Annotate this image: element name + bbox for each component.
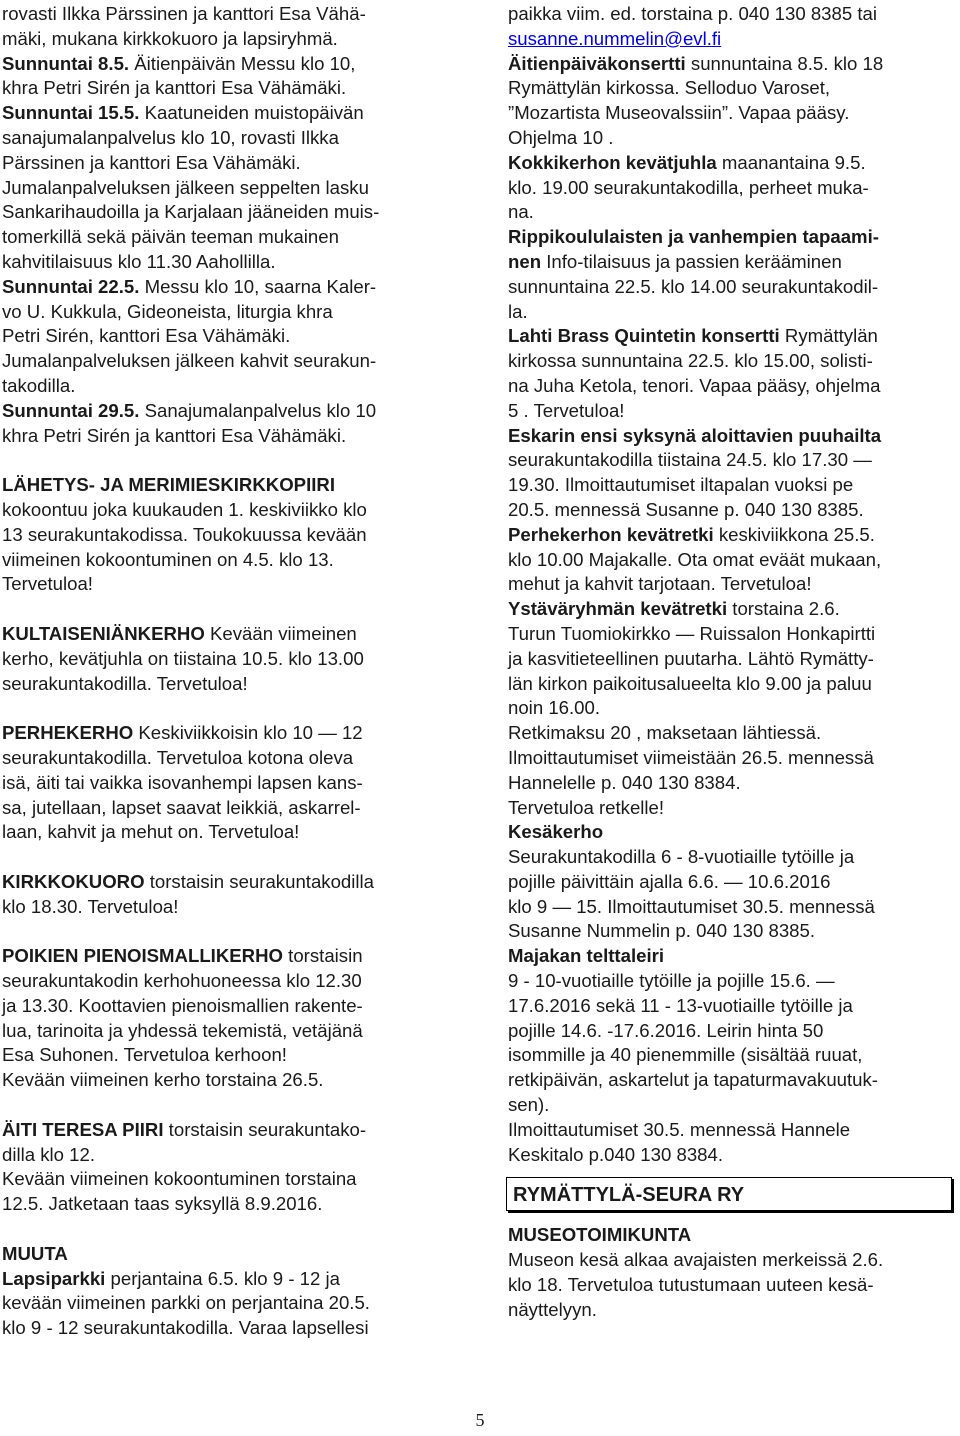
text-run: Seurakuntakodilla 6 - 8-vuotiaille tytöille ja xyxy=(508,846,855,868)
text-line xyxy=(2,969,442,994)
text-run: seurakuntakodilla tiistaina 24.5. klo 17.30 — xyxy=(508,449,872,471)
text-run: isommille ja 40 pienemmille (sisältää ruuat, xyxy=(508,1044,863,1066)
text-line xyxy=(508,448,953,473)
text-run: sunnuntaina 22.5. klo 14.00 seurakuntakodil- xyxy=(508,275,879,297)
text-line xyxy=(508,126,953,151)
text-run: pojille 14.6. -17.6.2016. Leirin hinta 50 xyxy=(508,1019,824,1041)
bold-text: Sunnuntai 29.5. xyxy=(2,399,140,421)
text-line xyxy=(508,647,953,672)
text-block xyxy=(508,1223,953,1322)
text-line xyxy=(508,349,953,374)
text-line xyxy=(508,796,953,821)
text-run: Kevään viimeinen kokoontuminen torstaina xyxy=(2,1168,357,1190)
text-run: Kaatuneiden muistopäivän xyxy=(139,102,364,124)
text-run: keskiviikkona 25.5. xyxy=(713,523,875,545)
section-heading-box: RYMÄTTYLÄ-SEURA RY xyxy=(506,1177,952,1211)
text-line xyxy=(2,1143,442,1168)
text-line xyxy=(2,1043,442,1068)
text-run: torstaisin seurakuntako- xyxy=(163,1118,367,1140)
text-run: vo U. Kukkula, Gideoneista, liturgia khra xyxy=(2,300,333,322)
text-run: sen). xyxy=(508,1094,550,1116)
text-line xyxy=(2,225,442,250)
bold-text: Sunnuntai 8.5. xyxy=(2,52,130,74)
paragraph-gap xyxy=(2,1217,442,1242)
paragraph-gap xyxy=(2,597,442,622)
text-run: mäki, mukana kirkkokuoro ja lapsiryhmä. xyxy=(2,27,338,49)
text-run: seurakuntakodilla. Tervetuloa! xyxy=(2,672,248,694)
text-run: Petri Sirén, kanttori Esa Vähämäki. xyxy=(2,325,291,347)
text-line xyxy=(2,572,442,597)
text-line xyxy=(508,622,953,647)
text-run: Info-tilaisuus ja passien kerääminen xyxy=(541,250,842,272)
text-run: la. xyxy=(508,300,528,322)
text-block xyxy=(508,2,953,1167)
text-run: maanantaina 9.5. xyxy=(716,151,866,173)
text-line xyxy=(2,27,442,52)
text-run: klo 9 - 12 seurakuntakodilla. Varaa lapsellesi xyxy=(2,1317,369,1339)
page-number: 5 xyxy=(475,1410,485,1430)
text-run: sanajumalanpalvelus klo 10, rovasti Ilkka xyxy=(2,126,339,148)
text-line xyxy=(2,1192,442,1217)
text-run: kahvitilaisuus klo 11.30 Aahollilla. xyxy=(2,250,276,272)
text-block xyxy=(2,1242,442,1341)
text-run: Hannelelle p. 040 130 8384. xyxy=(508,771,741,793)
text-line xyxy=(508,1043,953,1068)
bold-text: Rippikoululaisten ja vanhempien tapaami- xyxy=(508,226,879,248)
text-line xyxy=(508,151,953,176)
text-run: Rymättylän kirkossa. Selloduo Varoset, xyxy=(508,77,831,99)
text-run: laan, kahvit ja mehut on. Tervetuloa! xyxy=(2,821,300,843)
bold-text: Lapsiparkki xyxy=(2,1267,106,1289)
text-line xyxy=(508,324,953,349)
text-line xyxy=(508,399,953,424)
text-run: Rymättylän xyxy=(779,325,878,347)
text-run: 20.5. mennessä Susanne p. 040 130 8385. xyxy=(508,498,864,520)
text-line xyxy=(2,796,442,821)
text-run: Jumalanpalveluksen jälkeen kahvit seurakun- xyxy=(2,350,377,372)
text-line xyxy=(508,76,953,101)
text-line xyxy=(508,672,953,697)
text-block xyxy=(2,622,442,696)
text-line xyxy=(2,672,442,697)
bold-text: POIKIEN PIENOISMALLIKERHO xyxy=(2,945,283,967)
text-line xyxy=(2,771,442,796)
bold-text: Sunnuntai 15.5. xyxy=(2,102,140,124)
text-line xyxy=(2,101,442,126)
text-line xyxy=(2,1242,442,1267)
text-run: Kevään viimeinen kerho torstaina 26.5. xyxy=(2,1069,324,1091)
text-run: klo. 19.00 seurakuntakodilla, perheet muka- xyxy=(508,176,869,198)
text-line xyxy=(2,1167,442,1192)
text-run: Keskitalo p.040 130 8384. xyxy=(508,1143,724,1165)
text-run: khra Petri Sirén ja kanttori Esa Vähämäki. xyxy=(2,424,347,446)
text-line xyxy=(508,696,953,721)
text-line xyxy=(508,52,953,77)
bold-text: Perhekerhon kevätretki xyxy=(508,523,714,545)
text-line xyxy=(2,300,442,325)
text-run: takodilla. xyxy=(2,374,76,396)
text-line xyxy=(2,1316,442,1341)
text-line xyxy=(508,1273,953,1298)
text-run: sunnuntaina 8.5. klo 18 xyxy=(685,52,884,74)
text-run: mehut ja kahvit tarjotaan. Tervetuloa! xyxy=(508,573,812,595)
bold-text: Lahti Brass Quintetin konsertti xyxy=(508,325,780,347)
text-block xyxy=(2,721,442,845)
text-run: Äitienpäivän Messu klo 10, xyxy=(129,52,356,74)
text-line xyxy=(508,895,953,920)
text-run: Tervetuloa! xyxy=(2,573,93,595)
text-line xyxy=(2,1291,442,1316)
text-line xyxy=(508,300,953,325)
bold-text: MUSEOTOIMIKUNTA xyxy=(508,1224,692,1246)
left-column xyxy=(2,2,442,1341)
text-block xyxy=(2,473,442,597)
paragraph-gap xyxy=(2,919,442,944)
bold-text: Kesäkerho xyxy=(508,821,604,843)
text-line xyxy=(508,101,953,126)
paragraph-gap xyxy=(2,696,442,721)
text-run: kerho, kevätjuhla on tiistaina 10.5. klo 13.00 xyxy=(2,647,364,669)
text-run: klo 9 — 15. Ilmoittautumiset 30.5. mennessä xyxy=(508,895,875,917)
text-run: 13 seurakuntakodissa. Toukokuussa kevään xyxy=(2,523,367,545)
text-line xyxy=(2,1118,442,1143)
text-line xyxy=(508,498,953,523)
text-run: ”Mozartista Museovalssiin”. Vapaa pääsy. xyxy=(508,102,850,124)
text-line xyxy=(508,771,953,796)
text-line xyxy=(508,27,953,52)
text-run: Pärssinen ja kanttori Esa Vähämäki. xyxy=(2,151,301,173)
text-run: tomerkillä sekä päivän teeman mukainen xyxy=(2,226,339,248)
text-line xyxy=(508,969,953,994)
text-line xyxy=(2,820,442,845)
text-line xyxy=(508,1118,953,1143)
text-line xyxy=(2,324,442,349)
text-run: Ilmoittautumiset 30.5. mennessä Hannele xyxy=(508,1118,851,1140)
text-line xyxy=(508,845,953,870)
text-line xyxy=(2,52,442,77)
text-run: län kirkon paikoitusalueelta klo 9.00 ja paluu xyxy=(508,672,872,694)
text-line xyxy=(508,1019,953,1044)
text-run: 17.6.2016 sekä 11 - 13-vuotiaille tytöille ja xyxy=(508,994,853,1016)
text-line xyxy=(2,250,442,275)
text-run: 5 . Tervetuloa! xyxy=(508,399,625,421)
text-run: Keskiviikkoisin klo 10 — 12 xyxy=(133,722,363,744)
text-run: klo 18. Tervetuloa tutustumaan uuteen kesä- xyxy=(508,1274,874,1296)
bold-text: Äitienpäiväkonsertti xyxy=(508,52,686,74)
text-run: na Juha Ketola, tenori. Vapaa pääsy, ohjelma xyxy=(508,374,881,396)
bold-text: MUUTA xyxy=(2,1242,68,1264)
text-run: Esa Suhonen. Tervetuloa kerhoon! xyxy=(2,1044,287,1066)
text-line xyxy=(2,548,442,573)
text-line xyxy=(508,275,953,300)
text-line xyxy=(2,2,442,27)
text-line xyxy=(508,1068,953,1093)
bold-text: nen xyxy=(508,250,542,272)
text-run: Sankarihaudoilla ja Karjalaan jääneiden muis- xyxy=(2,201,380,223)
text-line xyxy=(508,548,953,573)
text-block xyxy=(2,1118,442,1217)
text-line xyxy=(508,597,953,622)
text-line xyxy=(508,572,953,597)
text-run: torstaisin xyxy=(283,945,363,967)
text-line xyxy=(508,225,953,250)
text-line xyxy=(508,944,953,969)
text-line xyxy=(508,870,953,895)
bold-text: PERHEKERHO xyxy=(2,722,134,744)
text-line xyxy=(508,746,953,771)
text-line xyxy=(2,994,442,1019)
text-run: kirkossa sunnuntaina 22.5. klo 15.00, solisti- xyxy=(508,350,873,372)
text-run: Kevään viimeinen xyxy=(204,622,357,644)
right-column xyxy=(508,2,953,1323)
text-line xyxy=(2,76,442,101)
text-line xyxy=(508,374,953,399)
text-line xyxy=(2,622,442,647)
text-line xyxy=(508,1143,953,1168)
paragraph-gap xyxy=(2,448,442,473)
text-run: khra Petri Sirén ja kanttori Esa Vähämäki. xyxy=(2,77,347,99)
text-line xyxy=(2,349,442,374)
text-run: Ohjelma 10 . xyxy=(508,126,614,148)
text-run: seurakuntakodin kerhohuoneessa klo 12.30 xyxy=(2,970,362,992)
text-run: 19.30. Ilmoittautumiset iltapalan vuoksi pe xyxy=(508,474,854,496)
text-run: torstaina 2.6. xyxy=(727,598,840,620)
text-run: Messu klo 10, saarna Kaler- xyxy=(139,275,377,297)
bold-text: Majakan telttaleiri xyxy=(508,945,665,967)
text-run: noin 16.00. xyxy=(508,697,601,719)
text-line xyxy=(2,944,442,969)
text-run: Ilmoittautumiset viimeistään 26.5. mennessä xyxy=(508,746,874,768)
text-run: pojille päivittäin ajalla 6.6. — 10.6.2016 xyxy=(508,870,831,892)
text-line xyxy=(508,994,953,1019)
text-line xyxy=(508,1223,953,1248)
paragraph-gap xyxy=(2,1093,442,1118)
bold-text: KIRKKOKUORO xyxy=(2,870,145,892)
text-run: Sanajumalanpalvelus klo 10 xyxy=(139,399,377,421)
text-run: kevään viimeinen parkki on perjantaina 20.5. xyxy=(2,1292,370,1314)
text-line xyxy=(508,1298,953,1323)
text-line xyxy=(508,200,953,225)
text-block xyxy=(2,2,442,448)
text-run: paikka viim. ed. torstaina p. 040 130 8385 tai xyxy=(508,3,878,24)
text-line xyxy=(2,746,442,771)
text-line xyxy=(2,275,442,300)
text-run: klo 10.00 Majakalle. Ota omat eväät mukaan, xyxy=(508,548,882,570)
text-line xyxy=(2,523,442,548)
text-run: rovasti Ilkka Pärssinen ja kanttori Esa Vähä- xyxy=(2,3,366,24)
text-run: torstaisin seurakuntakodilla xyxy=(144,870,375,892)
bold-text: Sunnuntai 22.5. xyxy=(2,275,140,297)
text-line xyxy=(2,424,442,449)
text-run: 9 - 10-vuotiaille tytöille ja pojille 15.6. — xyxy=(508,970,835,992)
text-line xyxy=(2,399,442,424)
text-run: 12.5. Jatketaan taas syksyllä 8.9.2016. xyxy=(2,1193,323,1215)
text-line xyxy=(2,176,442,201)
text-line xyxy=(508,523,953,548)
text-line xyxy=(508,721,953,746)
text-line xyxy=(508,1248,953,1273)
text-line xyxy=(508,820,953,845)
text-line xyxy=(2,1019,442,1044)
text-run: Jumalanpalveluksen jälkeen seppelten lasku xyxy=(2,176,369,198)
text-run: seurakuntakodilla. Tervetuloa kotona oleva xyxy=(2,746,354,768)
text-run: viimeinen kokoontuminen on 4.5. klo 13. xyxy=(2,548,334,570)
text-line xyxy=(508,424,953,449)
text-line xyxy=(2,647,442,672)
text-line xyxy=(2,895,442,920)
text-run: Turun Tuomiokirkko — Ruissalon Honkapirtti xyxy=(508,622,876,644)
text-run: Museon kesä alkaa avajaisten merkeissä 2.6. xyxy=(508,1249,884,1271)
text-line xyxy=(508,919,953,944)
text-line xyxy=(2,126,442,151)
text-run: Retkimaksu 20 , maksetaan lähtiessä. xyxy=(508,722,822,744)
text-line xyxy=(2,1068,442,1093)
text-run: perjantaina 6.5. klo 9 - 12 ja xyxy=(105,1267,340,1289)
text-block xyxy=(2,944,442,1093)
text-line xyxy=(2,374,442,399)
text-line xyxy=(2,721,442,746)
bold-text: KULTAISENIÄNKERHO xyxy=(2,622,205,644)
text-run: sa, jutellaan, lapset saavat leikkiä, askarrel- xyxy=(2,796,361,818)
text-run: klo 18.30. Tervetuloa! xyxy=(2,895,179,917)
text-run: näyttelyyn. xyxy=(508,1298,597,1320)
bold-text: ÄITI TERESA PIIRI xyxy=(2,1118,164,1140)
bold-text: LÄHETYS- JA MERIMIESKIRKKOPIIRI xyxy=(2,474,335,496)
text-line xyxy=(2,151,442,176)
text-line xyxy=(508,473,953,498)
text-line xyxy=(2,473,442,498)
text-line xyxy=(2,870,442,895)
text-run: isä, äiti tai vaikka isovanhempi lapsen kans- xyxy=(2,771,363,793)
text-line xyxy=(508,250,953,275)
paragraph-gap xyxy=(2,845,442,870)
text-run: ja kasvitieteellinen puutarha. Lähtö Rymätty- xyxy=(508,647,874,669)
text-line xyxy=(508,2,953,27)
bold-text: Eskarin ensi syksynä aloittavien puuhailta xyxy=(508,424,882,446)
text-run: retkipäivän, askartelut ja tapaturmavakuutuk- xyxy=(508,1069,878,1091)
email-link[interactable]: susanne.nummelin@evl.fi xyxy=(508,27,722,49)
text-run: Susanne Nummelin p. 040 130 8385. xyxy=(508,920,816,942)
text-run: dilla klo 12. xyxy=(2,1143,96,1165)
text-run: lua, tarinoita ja yhdessä tekemistä, vetäjänä xyxy=(2,1019,363,1041)
text-run: Tervetuloa retkelle! xyxy=(508,796,665,818)
text-line xyxy=(2,1267,442,1292)
text-line xyxy=(2,498,442,523)
text-line xyxy=(508,176,953,201)
text-line xyxy=(508,1093,953,1118)
bold-text: Ystäväryhmän kevätretki xyxy=(508,598,728,620)
text-block xyxy=(2,870,442,920)
text-line xyxy=(2,200,442,225)
text-run: na. xyxy=(508,201,534,223)
text-run: ja 13.30. Koottavien pienoismallien rakente- xyxy=(2,994,363,1016)
text-run: kokoontuu joka kuukauden 1. keskiviikko klo xyxy=(2,498,367,520)
bold-text: Kokkikerhon kevätjuhla xyxy=(508,151,717,173)
